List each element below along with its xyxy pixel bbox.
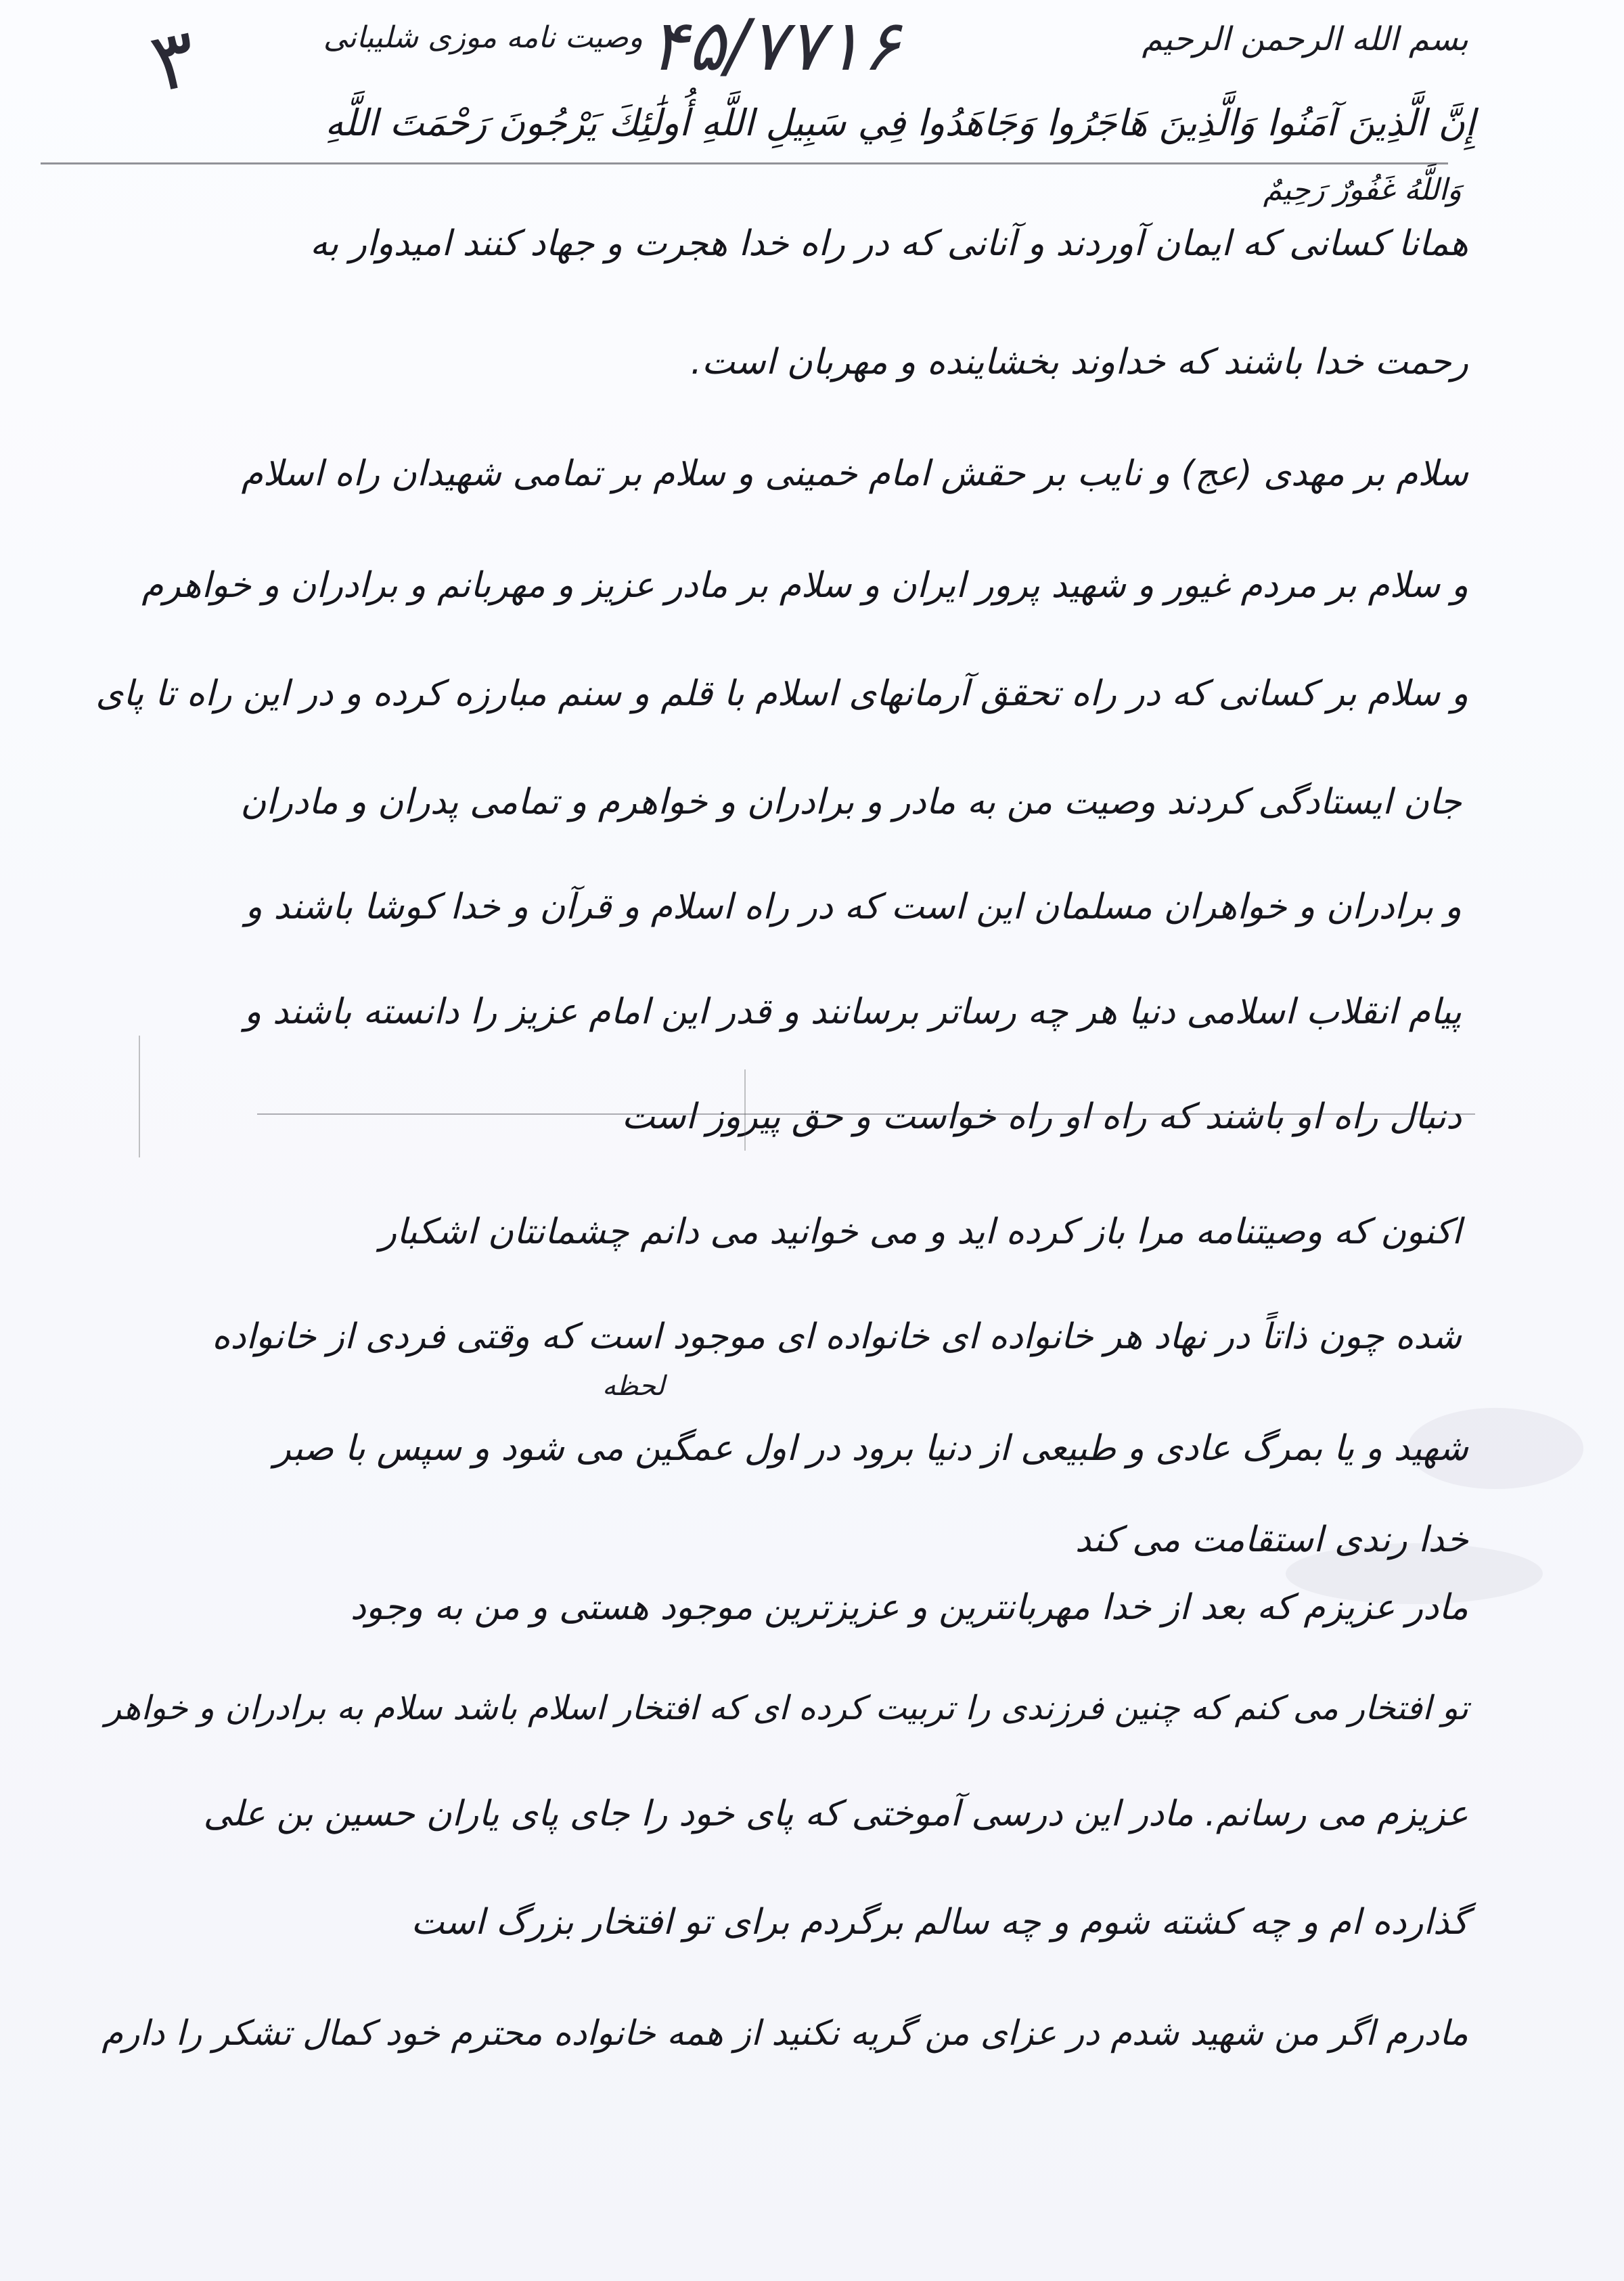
body-line: جان ایستادگی کردند وصیت من به مادر و برادران و خواهرم و تمامی پدران و مادران (240, 782, 1462, 822)
ruled-line (257, 1113, 1475, 1115)
verse-underline (41, 162, 1448, 164)
body-line: دنبال راه او باشند که راه او راه خواست و حق پیروز است (621, 1097, 1462, 1137)
body-line: گذارده ام و چه کشته شوم و چه سالم برگردم برای تو افتخار بزرگ است (411, 1902, 1468, 1943)
body-line: خدا رندی استقامت می کند (1075, 1520, 1468, 1560)
body-line: و سلام بر کسانی که در راه تحقق آرمانهای اسلام با قلم و سنم مبارزه کرده و در این راه تا پای (95, 673, 1468, 714)
body-line: و سلام بر مردم غیور و شهید پرور ایران و سلام بر مادر عزیز و مهربانم و برادران و خواهرم (141, 565, 1468, 606)
verse-translation-line-1: همانا کسانی که ایمان آوردند و آنانی که در راه خدا هجرت و جهاد کنند امیدوار به (309, 223, 1468, 264)
body-line: مادرم اگر من شهید شدم در عزای من گریه نکنید از همه خانواده محترم خود کمال تشکر را دارم (102, 2014, 1468, 2054)
body-line: عزیزم می رسانم. مادر این درسی آموختی که پای خود را جای پای یاران حسین بن علی (203, 1794, 1468, 1834)
body-line: شده چون ذاتاً در نهاد هر خانواده ای خانواده ای موجود است که وقتی فردی از خانواده (212, 1316, 1462, 1357)
body-line: اکنون که وصیتنامه مرا باز کرده اید و می خوانید می دانم چشمانتان اشکبار (380, 1212, 1462, 1252)
body-line: سلام بر مهدی (عج) و نایب بر حقش امام خمینی و سلام بر تمامی شهیدان راه اسلام (241, 453, 1468, 494)
verse-translation-line-2: رحمت خدا باشند که خداوند بخشاینده و مهربان است. (690, 342, 1468, 382)
body-line: پیام انقلاب اسلامی دنیا هر چه رساتر برسانند و قدر این امام عزیز را دانسته باشند و (244, 992, 1462, 1032)
scan-artifact (139, 1036, 140, 1157)
body-line: شهید و یا بمرگ عادی و طبیعی از دنیا برود در اول عمگین می شود و سپس با صبر (273, 1428, 1468, 1469)
body-line: مادر عزیزم که بعد از خدا مهربانترین و عزیزترین موجود هستی و من به وجود (350, 1587, 1468, 1628)
verse-arabic-continued: وَاللَّهُ غَفُورٌ رَحِيمٌ (1263, 173, 1462, 207)
body-line: و برادران و خواهران مسلمان این است که در راه اسلام و قرآن و خدا کوشا باشند و (245, 887, 1462, 927)
margin-insert-note: لحظه (602, 1371, 665, 1402)
basmala: بسم الله الرحمن الرحیم (1142, 20, 1468, 58)
document-number: ۴۵/۷۷۱۶ (650, 4, 901, 87)
page-number: ۳ (143, 9, 206, 112)
scan-artifact (744, 1069, 746, 1151)
document-title: وصیت نامه موزی شلیبانی (323, 20, 643, 55)
verse-arabic: إِنَّ الَّذِينَ آمَنُوا وَالَّذِينَ هَاجَرُوا وَجَاهَدُوا فِي سَبِيلِ اللَّهِ أُولَٰئِكَ يَرْجُونَ رَحْمَتَ اللَّهِ (325, 102, 1475, 144)
body-line: تو افتخار می کنم که چنین فرزندی را تربیت کرده ای که افتخار اسلام باشد سلام به برادران و خواهر (105, 1689, 1468, 1727)
